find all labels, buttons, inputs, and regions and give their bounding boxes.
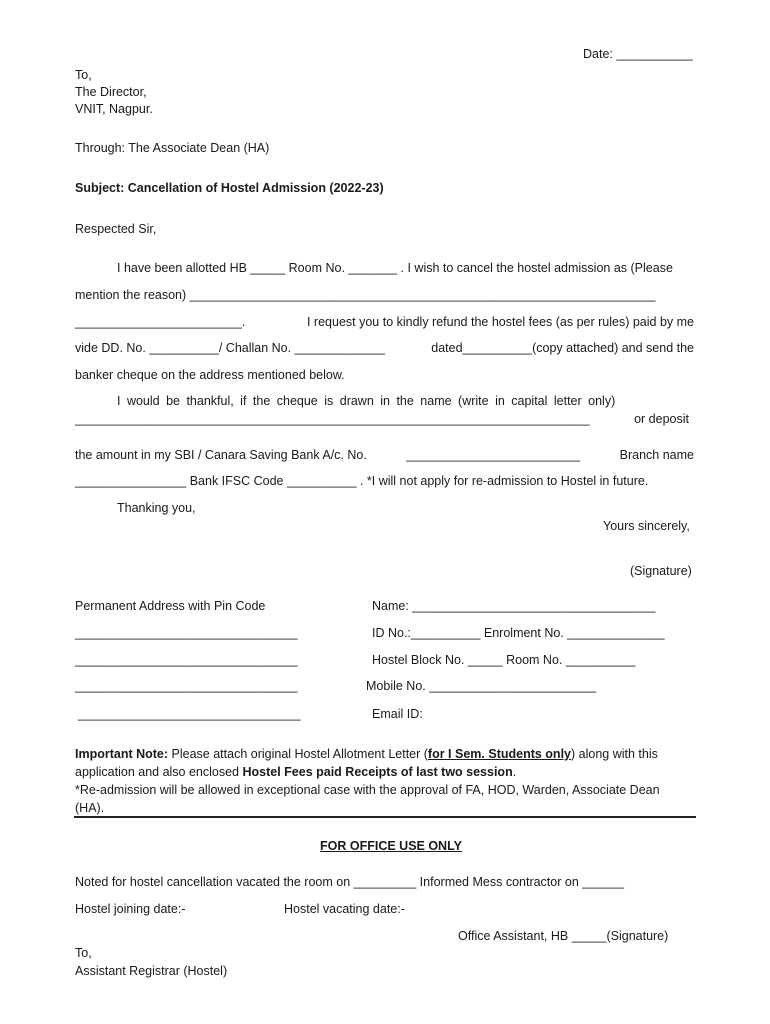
office-use-heading: FOR OFFICE USE ONLY [320,839,462,853]
note-text-4: application and also enclosed [75,765,243,779]
mobile-field: Mobile No. ________________________ [366,679,597,693]
to-line: To, [75,68,92,82]
body-line-4 [75,340,694,356]
note-text-1: Please attach original Hostel Allotment Letter ( [168,747,428,761]
address-label: Permanent Address with Pin Code [75,599,266,613]
bank-account-text: the amount in my SBI / Canara Saving Bank A/c. No. [75,448,367,462]
note-line-2 [75,764,516,780]
assistant-registrar: Assistant Registrar (Hostel) [75,964,228,978]
note-text-3: ) along with this [571,747,658,761]
address-line-2: ________________________________ [75,653,298,667]
subject-line: Subject: Cancellation of Hostel Admission (2022-23) [75,181,384,195]
yours-sincerely: Yours sincerely, [603,519,690,533]
note-fees-receipts: Hostel Fees paid Receipts of last two session [242,765,513,779]
address-line-1: ________________________________ [75,626,298,640]
body-line-5: banker cheque on the address mentioned below. [75,368,345,382]
payee-name-blank: __________________________________________________________________________ [75,412,590,426]
reason-blank: ________________________. [75,315,246,329]
address-line-3: ________________________________ [75,679,298,693]
name-field: Name: ___________________________________ [372,599,656,613]
body-line-9: ________________ Bank IFSC Code __________ . *I will not apply for re-admission to Hostel in future. [75,474,649,488]
note-line-1 [75,746,658,762]
note-text-6: . [512,765,517,779]
recipient-institute: VNIT, Nagpur. [75,102,153,116]
body-line-7 [75,411,689,427]
date-line: Date: ___________ [583,47,693,61]
body-line-6: I would be thankful, if the cheque is drawn in the name (write in capital letter only) [117,394,616,408]
refund-request-text: I request you to kindly refund the hostel fees (as per rules) paid by me [306,315,694,329]
address-line-4: ________________________________ [78,707,301,721]
section-divider [74,816,696,818]
dated-text: dated__________(copy attached) and send the [431,341,694,355]
recipient-title: The Director, [75,85,147,99]
signature-label: (Signature) [630,564,692,578]
office-noted-line: Noted for hostel cancellation vacated the room on _________ Informed Mess contractor on ______ [75,875,624,889]
hostel-vacating-date: Hostel vacating date:- [284,902,405,916]
account-blank: _________________________ [406,448,581,462]
hostel-block-field: Hostel Block No. _____ Room No. __________ [372,653,636,667]
body-line-3 [75,314,694,330]
email-field: Email ID: [372,707,423,721]
branch-name-text: Branch name [619,448,694,462]
hostel-joining-date: Hostel joining date:- [75,902,186,916]
body-line-1: I have been allotted HB _____ Room No. _______ . I wish to cancel the hostel admission as (Please [117,261,673,275]
office-to-line: To, [75,946,92,960]
office-assistant-signature: Office Assistant, HB _____(Signature) [458,929,669,943]
note-first-sem: for I Sem. Students only [427,747,571,761]
note-line-3: *Re-admission will be allowed in exceptional case with the approval of FA, HOD, Warden, Associate Dean [75,783,660,797]
id-enrolment-field: ID No.:__________ Enrolment No. ______________ [372,626,665,640]
body-line-2: mention the reason) ___________________________________________________________________ [75,288,656,302]
thanking-line: Thanking you, [117,501,196,515]
salutation: Respected Sir, [75,222,157,236]
body-line-8 [75,447,694,463]
note-line-4: (HA). [75,801,105,815]
note-label: Important Note: [75,747,169,761]
or-deposit-text: or deposit [634,412,689,426]
dd-challan-text: vide DD. No. __________/ Challan No. _____________ [75,341,385,355]
through-line: Through: The Associate Dean (HA) [75,141,270,155]
